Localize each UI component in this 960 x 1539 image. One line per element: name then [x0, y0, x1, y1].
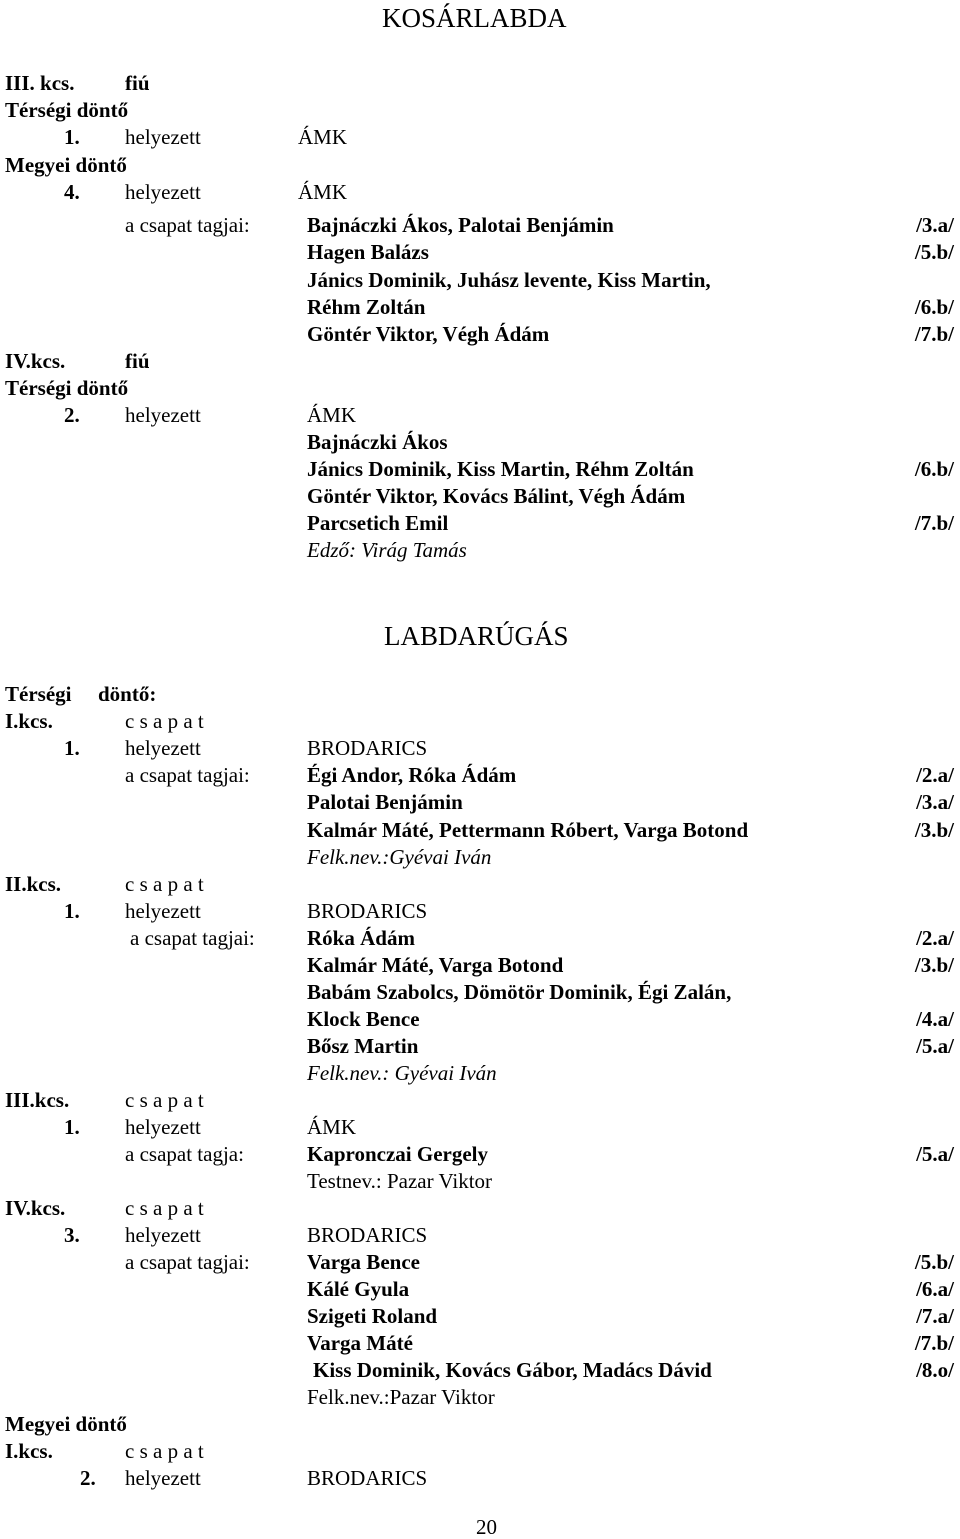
members-label: a csapat tagjai:: [130, 926, 255, 950]
member-names: Kalmár Máté, Varga Botond: [307, 953, 564, 977]
page-number: 20: [476, 1515, 497, 1539]
football-title: LABDARÚGÁS: [384, 621, 569, 651]
class-label: /7.a/: [916, 1304, 954, 1328]
team-name: BRODARICS: [307, 899, 428, 923]
coach-line: Edző: Virág Tamás: [307, 538, 467, 562]
member-names: Szigeti Roland: [307, 1304, 438, 1328]
member-names: Varga Máté: [307, 1331, 413, 1355]
teacher-line: Testnev.: Pazar Viktor: [307, 1169, 493, 1193]
member-names: Bajnáczki Ákos, Palotai Benjámin: [307, 213, 614, 237]
member-names: Kalmár Máté, Pettermann Róbert, Varga Botond: [307, 818, 749, 842]
team-name: BRODARICS: [307, 1223, 428, 1247]
member-names: Klock Bence: [307, 1007, 420, 1031]
teacher-line: Felk.nev.: Gyévai Iván: [307, 1061, 497, 1085]
class-label: /4.a/: [916, 1007, 954, 1031]
team-name: ÁMK: [307, 1115, 357, 1139]
placement-number: 1.: [64, 736, 80, 760]
class-label: /7.b/: [914, 322, 954, 346]
placement-number: 1.: [64, 899, 80, 923]
regional-final-label: Térségi döntő: [5, 98, 129, 122]
class-label: /6.b/: [914, 295, 954, 319]
class-label: /3.b/: [914, 818, 954, 842]
placement-number: 4.: [64, 180, 80, 204]
county-final-label: Megyei döntő: [5, 1412, 127, 1436]
placement-word: helyezett: [125, 180, 201, 204]
member-names: Bősz Martin: [307, 1034, 419, 1058]
team-name: ÁMK: [298, 180, 348, 204]
teacher-line: Felk.nev.:Pazar Viktor: [307, 1385, 495, 1409]
members-label: a csapat tagjai:: [125, 213, 250, 237]
basketball-title: KOSÁRLABDA: [382, 3, 567, 33]
member-names: Göntér Viktor, Kovács Bálint, Végh Ádám: [307, 484, 686, 508]
regional-final-label-suffix: döntő:: [98, 682, 157, 706]
member-names: Parcsetich Emil: [307, 511, 449, 535]
member-names: Jánics Dominik, Kiss Martin, Réhm Zoltán: [307, 457, 694, 481]
class-label: /6.b/: [914, 457, 954, 481]
placement-number: 3.: [64, 1223, 80, 1247]
members-label: a csapat tagjai:: [125, 1250, 250, 1274]
gender-label: fiú: [125, 349, 150, 373]
category-label: III. kcs.: [5, 71, 75, 95]
class-label: /7.b/: [914, 1331, 954, 1355]
member-names: Göntér Viktor, Végh Ádám: [307, 322, 550, 346]
member-names: Réhm Zoltán: [307, 295, 426, 319]
county-final-label: Megyei döntő: [5, 153, 127, 177]
member-names: Varga Bence: [307, 1250, 420, 1274]
member-names: Bajnáczki Ákos: [307, 430, 448, 454]
class-label: /5.b/: [914, 240, 954, 264]
placement-word: helyezett: [125, 1466, 201, 1490]
member-names: Kálé Gyula: [307, 1277, 410, 1301]
regional-final-label: Térségi: [5, 682, 72, 706]
class-label: /6.a/: [916, 1277, 954, 1301]
team-word: c s a p a t: [125, 1088, 204, 1112]
class-label: /3.a/: [916, 790, 954, 814]
member-names: Róka Ádám: [307, 926, 415, 950]
class-label: /3.b/: [914, 953, 954, 977]
team-name: ÁMK: [307, 403, 357, 427]
class-label: /3.a/: [916, 213, 954, 237]
members-label: a csapat tagja:: [125, 1142, 244, 1166]
teacher-line: Felk.nev.:Gyévai Iván: [307, 845, 492, 869]
class-label: /7.b/: [914, 511, 954, 535]
team-word: c s a p a t: [125, 1439, 204, 1463]
member-names: Palotai Benjámin: [307, 790, 463, 814]
placement-number: 2.: [80, 1466, 96, 1490]
placement-word: helyezett: [125, 1115, 201, 1139]
members-label: a csapat tagjai:: [125, 763, 250, 787]
placement-word: helyezett: [125, 403, 201, 427]
placement-word: helyezett: [125, 736, 201, 760]
category-label: III.kcs.: [5, 1088, 70, 1112]
team-name: BRODARICS: [307, 736, 428, 760]
member-names: Hagen Balázs: [307, 240, 429, 264]
class-label: /5.a/: [916, 1142, 954, 1166]
member-names: Kiss Dominik, Kovács Gábor, Madács Dávid: [313, 1358, 712, 1382]
class-label: /5.b/: [914, 1250, 954, 1274]
category-label: IV.kcs.: [5, 349, 66, 373]
member-names: Égi Andor, Róka Ádám: [307, 763, 517, 787]
member-names: Babám Szabolcs, Dömötör Dominik, Égi Zalán,: [307, 980, 732, 1004]
placement-word: helyezett: [125, 899, 201, 923]
class-label: /5.a/: [916, 1034, 954, 1058]
gender-label: fiú: [125, 71, 150, 95]
placement-word: helyezett: [125, 125, 201, 149]
placement-number: 2.: [64, 403, 80, 427]
category-label: IV.kcs.: [5, 1196, 66, 1220]
member-names: Jánics Dominik, Juhász levente, Kiss Martin,: [307, 268, 711, 292]
regional-final-label: Térségi döntő: [5, 376, 129, 400]
class-label: /2.a/: [916, 763, 954, 787]
team-word: c s a p a t: [125, 709, 204, 733]
team-name: BRODARICS: [307, 1466, 428, 1490]
placement-number: 1.: [64, 125, 80, 149]
team-word: c s a p a t: [125, 1196, 204, 1220]
category-label: I.kcs.: [5, 1439, 53, 1463]
team-word: c s a p a t: [125, 872, 204, 896]
team-name: ÁMK: [298, 125, 348, 149]
category-label: I.kcs.: [5, 709, 53, 733]
category-label: II.kcs.: [5, 872, 62, 896]
placement-number: 1.: [64, 1115, 80, 1139]
class-label: /2.a/: [916, 926, 954, 950]
class-label: /8.o/: [916, 1358, 954, 1382]
member-names: Kapronczai Gergely: [307, 1142, 488, 1166]
placement-word: helyezett: [125, 1223, 201, 1247]
